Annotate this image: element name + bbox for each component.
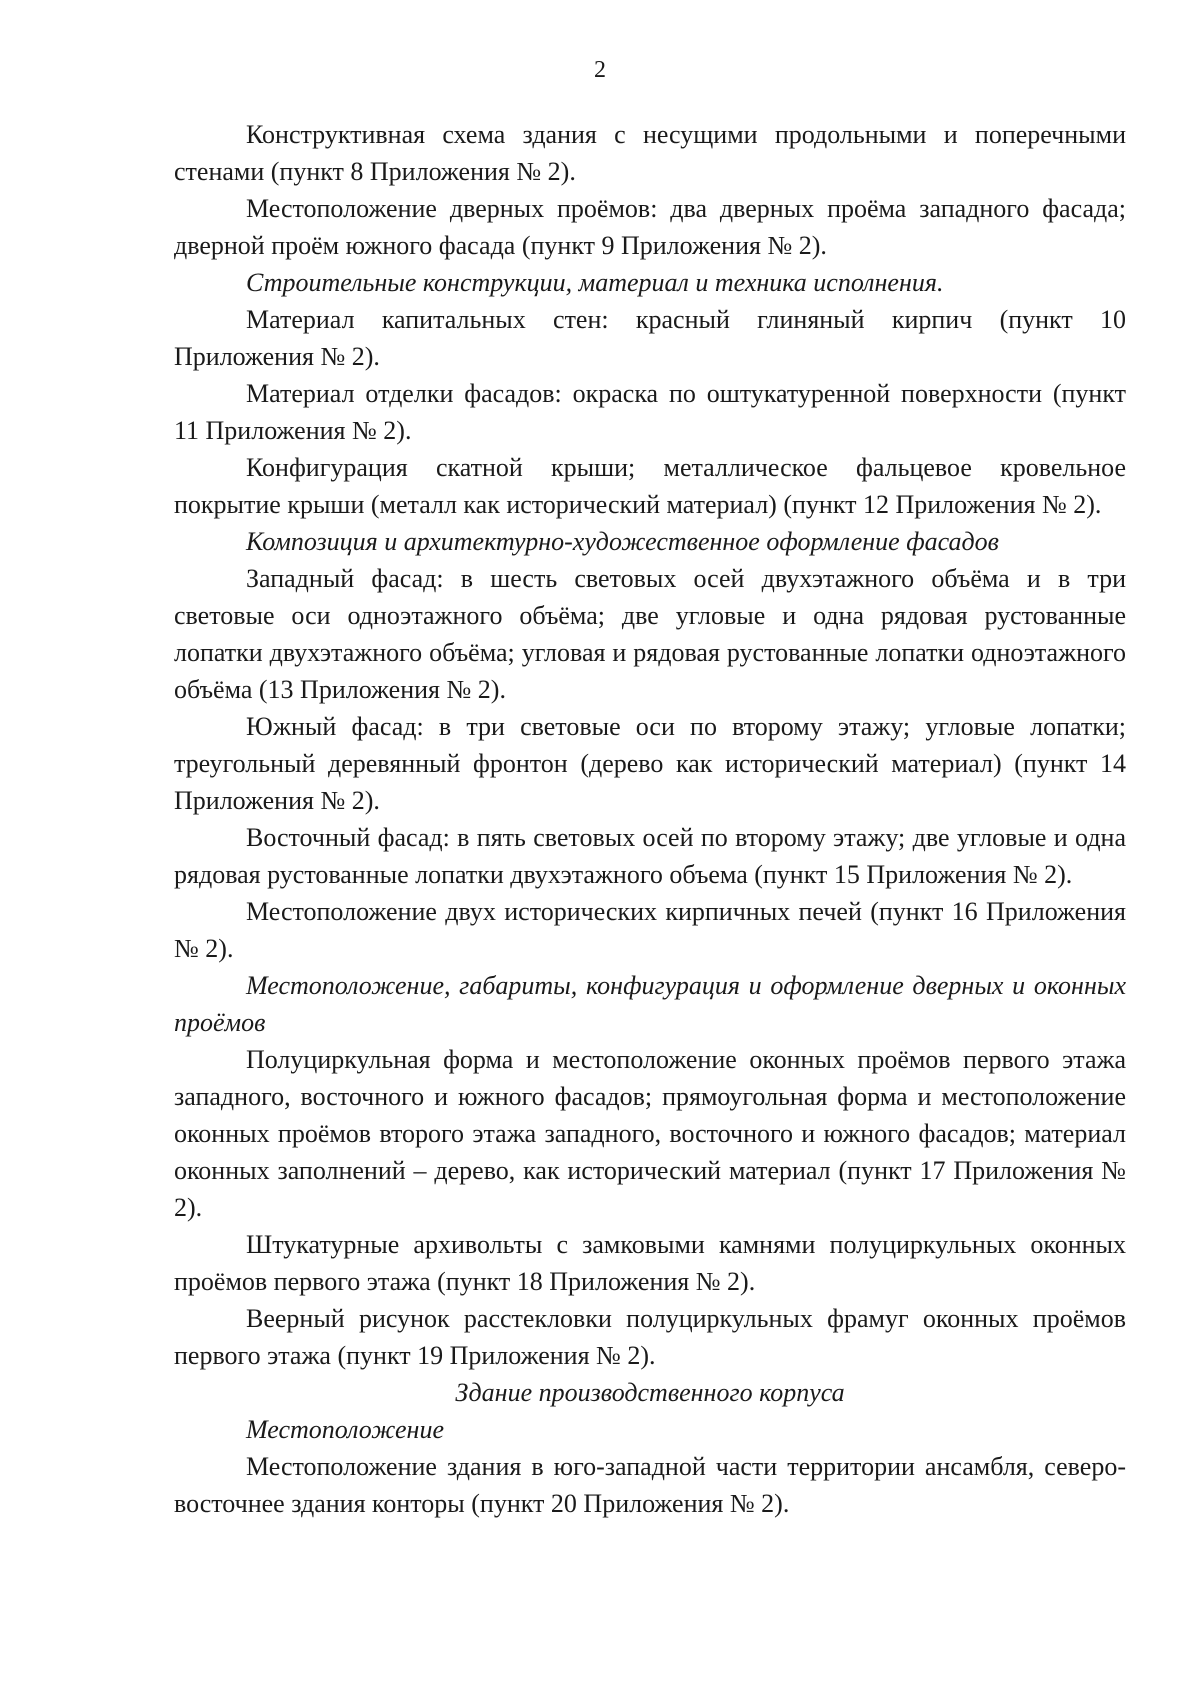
- paragraph-roof: Конфигурация скатной крыши; металлическое фальцевое кровельное покрытие крыши (металл как исторический материал) (пункт 12 Приложения № 2).: [174, 453, 1126, 519]
- section-heading-production-building: Здание производственного корпуса: [455, 1378, 845, 1407]
- section-heading-structures: Строительные конструкции, материал и техника исполнения.: [246, 268, 944, 297]
- paragraph-west-facade: Западный фасад: в шесть световых осей двухэтажного объёма и в три световые оси одноэтажного объёма; две угловые и одна рядовая рустованные лопатки двухэтажного объёма; угловая и рядовая рустованные лопатки одноэтажного объёма (13 Приложения № 2).: [174, 564, 1126, 704]
- paragraph-building-location: Местоположение здания в юго-западной части территории ансамбля, северо-восточнее здания конторы (пункт 20 Приложения № 2).: [174, 1452, 1126, 1518]
- section-heading-facade-composition: Композиция и архитектурно-художественное оформление фасадов: [246, 527, 999, 556]
- paragraph-facade-finish: Материал отделки фасадов: окраска по оштукатуренной поверхности (пункт 11 Приложения № 2).: [174, 379, 1126, 445]
- paragraph-door-openings: Местоположение дверных проёмов: два дверных проёма западного фасада; дверной проём южного фасада (пункт 9 Приложения № 2).: [174, 194, 1126, 260]
- paragraph-fan-glazing: Веерный рисунок расстекловки полуциркульных фрамуг оконных проёмов первого этажа (пункт 19 Приложения № 2).: [174, 1304, 1126, 1370]
- page-number: 2: [594, 57, 606, 83]
- document-body: [174, 116, 1126, 1522]
- paragraph-window-shape: Полуциркульная форма и местоположение оконных проёмов первого этажа западного, восточного и южного фасадов; прямоугольная форма и местоположение оконных проёмов второго этажа западного, восточного и южного фасадов; материал оконных заполнений – дерево, как исторический материал (пункт 17 Приложения № 2).: [174, 1045, 1126, 1222]
- paragraph-south-facade: Южный фасад: в три световые оси по второму этажу; угловые лопатки; треугольный деревянный фронтон (дерево как исторический материал) (пункт 14 Приложения № 2).: [174, 712, 1126, 815]
- paragraph-stoves: Местоположение двух исторических кирпичных печей (пункт 16 Приложения № 2).: [174, 897, 1126, 963]
- paragraph-archivolts: Штукатурные архивольты с замковыми камнями полуциркульных оконных проёмов первого этажа (пункт 18 Приложения № 2).: [174, 1230, 1126, 1296]
- section-heading-location: Местоположение: [246, 1415, 444, 1444]
- paragraph-wall-material: Материал капитальных стен: красный глиняный кирпич (пункт 10 Приложения № 2).: [174, 305, 1126, 371]
- paragraph-structural-scheme: Конструктивная схема здания с несущими продольными и поперечными стенами (пункт 8 Приложения № 2).: [174, 120, 1126, 186]
- section-heading-openings: Местоположение, габариты, конфигурация и оформление дверных и оконных проёмов: [174, 971, 1126, 1037]
- paragraph-east-facade: Восточный фасад: в пять световых осей по второму этажу; две угловые и одна рядовая рустованные лопатки двухэтажного объема (пункт 15 Приложения № 2).: [174, 823, 1126, 889]
